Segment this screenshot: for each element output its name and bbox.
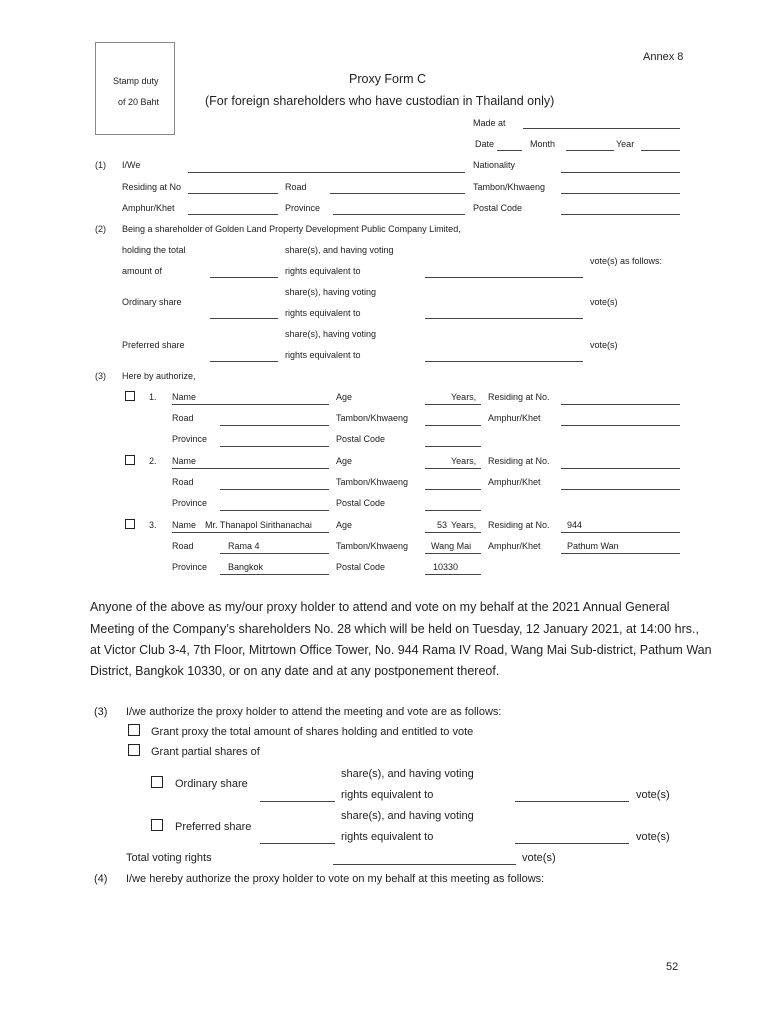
stamp-line1: Stamp duty	[113, 76, 159, 86]
proxy-3-postal-value[interactable]: 10330	[433, 562, 459, 572]
proxy-1-amphur-field[interactable]	[561, 425, 680, 426]
preferred-votes-field[interactable]	[425, 361, 583, 362]
proxy-3-age-label: Age	[336, 520, 353, 530]
proxy-3-tambon-field	[425, 553, 481, 554]
proxy-3-number: 3.	[149, 520, 157, 530]
ordinary-votes-field-3b[interactable]	[515, 801, 629, 802]
proxy-3-road-field	[220, 553, 329, 554]
preferred-votes-label: vote(s)	[590, 340, 618, 350]
grant-partial-checkbox[interactable]	[128, 744, 140, 756]
proxy-3-years-label: Years,	[451, 520, 477, 530]
tambon-label: Tambon/Khwaeng	[473, 182, 546, 192]
proxy-2-province-label: Province	[172, 498, 208, 508]
proxy-3-road-value[interactable]: Rama 4	[228, 541, 260, 551]
meeting-paragraph-line-3: at Victor Club 3-4, 7th Floor, Mitrtown Office Tower, No. 944 Rama IV Road, Wang Mai Sub-district, Pathum Wan	[90, 643, 712, 657]
total-rights-label: rights equivalent to	[285, 266, 361, 276]
proxy-3-tambon-value[interactable]: Wang Mai	[431, 541, 472, 551]
proxy-3-amphur-value[interactable]: Pathum Wan	[567, 541, 619, 551]
proxy-3-province-label: Province	[172, 562, 208, 572]
meeting-paragraph-line-4: District, Bangkok 10330, or on any date and at any postponement thereof.	[90, 664, 500, 678]
proxy-3-name-field	[172, 532, 329, 533]
preferred-share-checkbox[interactable]	[151, 819, 163, 831]
ordinary-rights-label-3b: rights equivalent to	[341, 789, 434, 801]
proxy-1-age-label: Age	[336, 392, 353, 402]
proxy-2-province-field[interactable]	[220, 510, 329, 511]
preferred-rights-label: rights equivalent to	[285, 350, 361, 360]
stamp-line2: of 20 Baht	[118, 97, 160, 107]
proxy-1-checkbox[interactable]	[125, 391, 135, 401]
ordinary-shares-field-3b[interactable]	[260, 801, 335, 802]
ordinary-share-label-3b: Ordinary share	[175, 778, 248, 790]
year-label: Year	[616, 139, 635, 149]
preferred-shares-field-3b[interactable]	[260, 843, 335, 844]
proxy-3-checkbox[interactable]	[125, 519, 135, 529]
proxy-3-province-value[interactable]: Bangkok	[228, 562, 264, 572]
road-label: Road	[285, 182, 307, 192]
proxy-1-province-field[interactable]	[220, 446, 329, 447]
proxy-1-road-field[interactable]	[220, 425, 329, 426]
ordinary-rights-label: rights equivalent to	[285, 308, 361, 318]
proxy-1-residing-field[interactable]	[561, 404, 680, 405]
preferred-having-label: share(s), and having voting	[341, 810, 474, 822]
iwe-label: I/We	[122, 160, 141, 170]
residing-field[interactable]	[188, 193, 278, 194]
ordinary-votes-label: vote(s)	[590, 297, 618, 307]
preferred-share-label-3b: Preferred share	[175, 821, 252, 833]
name-field[interactable]	[188, 172, 465, 173]
total-voting-rights-label: Total voting rights	[126, 852, 212, 864]
preferred-share-label: Preferred share	[122, 340, 185, 350]
proxy-1-age-field[interactable]	[425, 404, 481, 405]
proxy-1-residing-label: Residing at No.	[488, 392, 550, 402]
province-label: Province	[285, 203, 321, 213]
postal-field[interactable]	[561, 214, 680, 215]
section-4-number: (4)	[94, 873, 108, 885]
proxy-1-road-label: Road	[172, 413, 194, 423]
preferred-votes-label-3b: vote(s)	[636, 831, 670, 843]
proxy-1-name-label: Name	[172, 392, 197, 402]
proxy-3-road-label: Road	[172, 541, 194, 551]
grant-total-label: Grant proxy the total amount of shares holding and entitled to vote	[151, 726, 474, 738]
page-title: Proxy Form C	[349, 72, 427, 86]
meeting-paragraph-line-2: Meeting of the Company’s shareholders No. 28 which will be held on Tuesday, 12 January 2021, at 14:00 hrs.,	[90, 622, 699, 636]
proxy-2-tambon-field[interactable]	[425, 489, 481, 490]
proxy-1-postal-field[interactable]	[425, 446, 481, 447]
proxy-2-years-label: Years,	[451, 456, 477, 466]
month-field[interactable]	[566, 150, 614, 151]
proxy-1-province-label: Province	[172, 434, 208, 444]
date-label: Date	[475, 139, 495, 149]
ordinary-share-label: Ordinary share	[122, 297, 182, 307]
ordinary-shares-having-label: share(s), having voting	[285, 287, 377, 297]
authorize-label: Here by authorize,	[122, 371, 196, 381]
grant-total-checkbox[interactable]	[128, 724, 140, 736]
amount-of-label: amount of	[122, 266, 163, 276]
total-votes-field[interactable]	[425, 277, 583, 278]
total-voting-rights-field[interactable]	[333, 864, 516, 865]
ordinary-having-label: share(s), and having voting	[341, 768, 474, 780]
amphur-label: Amphur/Khet	[122, 203, 175, 213]
proxy-2-name-label: Name	[172, 456, 197, 466]
proxy-3-amphur-label: Amphur/Khet	[488, 541, 541, 551]
proxy-3-residing-field	[561, 532, 680, 533]
proxy-2-residing-field[interactable]	[561, 468, 680, 469]
proxy-2-postal-field[interactable]	[425, 510, 481, 511]
preferred-shares-field[interactable]	[210, 361, 278, 362]
proxy-2-road-label: Road	[172, 477, 194, 487]
proxy-2-name-field[interactable]	[172, 468, 329, 469]
proxy-3-name-value[interactable]: Mr. Thanapol Sirithanachai	[205, 520, 312, 530]
proxy-2-amphur-field[interactable]	[561, 489, 680, 490]
proxy-3-age-value[interactable]: 53	[437, 520, 448, 530]
proxy-2-postal-label: Postal Code	[336, 498, 386, 508]
holding-label: holding the total	[122, 245, 186, 255]
year-field[interactable]	[641, 150, 680, 151]
nationality-label: Nationality	[473, 160, 516, 170]
votes-as-follows-label: vote(s) as follows:	[590, 256, 663, 266]
ordinary-votes-field[interactable]	[425, 318, 583, 319]
postal-label: Postal Code	[473, 203, 523, 213]
proxy-1-number: 1.	[149, 392, 157, 402]
proxy-1-years-label: Years,	[451, 392, 477, 402]
ordinary-shares-field[interactable]	[210, 318, 278, 319]
page-subtitle: (For foreign shareholders who have custodian in Thailand only)	[205, 94, 555, 108]
shareholder-statement: Being a shareholder of Golden Land Property Development Public Company Limited,	[122, 224, 461, 234]
proxy-2-amphur-label: Amphur/Khet	[488, 477, 541, 487]
grant-partial-label: Grant partial shares of	[151, 746, 260, 758]
proxy-2-age-label: Age	[336, 456, 353, 466]
total-shares-having-label: share(s), and having voting	[285, 245, 394, 255]
page-number: 52	[666, 961, 679, 973]
amphur-field[interactable]	[188, 214, 278, 215]
stamp-duty-box	[95, 42, 175, 135]
proxy-2-tambon-label: Tambon/Khwaeng	[336, 477, 409, 487]
preferred-shares-having-label: share(s), having voting	[285, 329, 377, 339]
proxy-3-postal-label: Postal Code	[336, 562, 386, 572]
province-field[interactable]	[333, 214, 465, 215]
nationality-field[interactable]	[561, 172, 680, 173]
ordinary-votes-label-3b: vote(s)	[636, 789, 670, 801]
section-3b-text: I/we authorize the proxy holder to attend the meeting and vote are as follows:	[126, 706, 502, 718]
proxy-2-number: 2.	[149, 456, 157, 466]
proxy-1-postal-label: Postal Code	[336, 434, 386, 444]
section-4-text: I/we hereby authorize the proxy holder to vote on my behalf at this meeting as follows:	[126, 873, 545, 885]
month-label: Month	[530, 139, 556, 149]
proxy-1-name-field[interactable]	[172, 404, 329, 405]
ordinary-share-checkbox[interactable]	[151, 776, 163, 788]
date-field[interactable]	[497, 150, 522, 151]
proxy-3-tambon-label: Tambon/Khwaeng	[336, 541, 409, 551]
meeting-paragraph-line-1: Anyone of the above as my/our proxy holder to attend and vote on my behalf at the 2021 Annual General	[90, 600, 670, 614]
section-1-number: (1)	[95, 160, 106, 170]
total-shares-field[interactable]	[210, 277, 278, 278]
section-3b-number: (3)	[94, 706, 108, 718]
proxy-3-age-field	[425, 532, 481, 533]
made-at-label: Made at	[473, 118, 506, 128]
proxy-2-road-field[interactable]	[220, 489, 329, 490]
proxy-3-province-field	[220, 574, 329, 575]
total-votes-label-3b: vote(s)	[522, 852, 556, 864]
proxy-3-postal-field	[425, 574, 481, 575]
section-2-number: (2)	[95, 224, 106, 234]
annex-label: Annex 8	[643, 51, 684, 63]
proxy-2-checkbox[interactable]	[125, 455, 135, 465]
proxy-1-amphur-label: Amphur/Khet	[488, 413, 541, 423]
road-field[interactable]	[330, 193, 465, 194]
proxy-2-age-field[interactable]	[425, 468, 481, 469]
residing-label: Residing at No	[122, 182, 182, 192]
proxy-3-amphur-field	[561, 553, 680, 554]
proxy-3-name-label: Name	[172, 520, 197, 530]
preferred-rights-label-3b: rights equivalent to	[341, 831, 434, 843]
proxy-2-residing-label: Residing at No.	[488, 456, 550, 466]
section-3-number: (3)	[95, 371, 106, 381]
proxy-3-residing-label: Residing at No.	[488, 520, 550, 530]
proxy-1-tambon-field[interactable]	[425, 425, 481, 426]
preferred-votes-field-3b[interactable]	[515, 843, 629, 844]
proxy-3-residing-value[interactable]: 944	[567, 520, 583, 530]
tambon-field[interactable]	[561, 193, 680, 194]
made-at-field[interactable]	[523, 128, 680, 129]
proxy-1-tambon-label: Tambon/Khwaeng	[336, 413, 409, 423]
